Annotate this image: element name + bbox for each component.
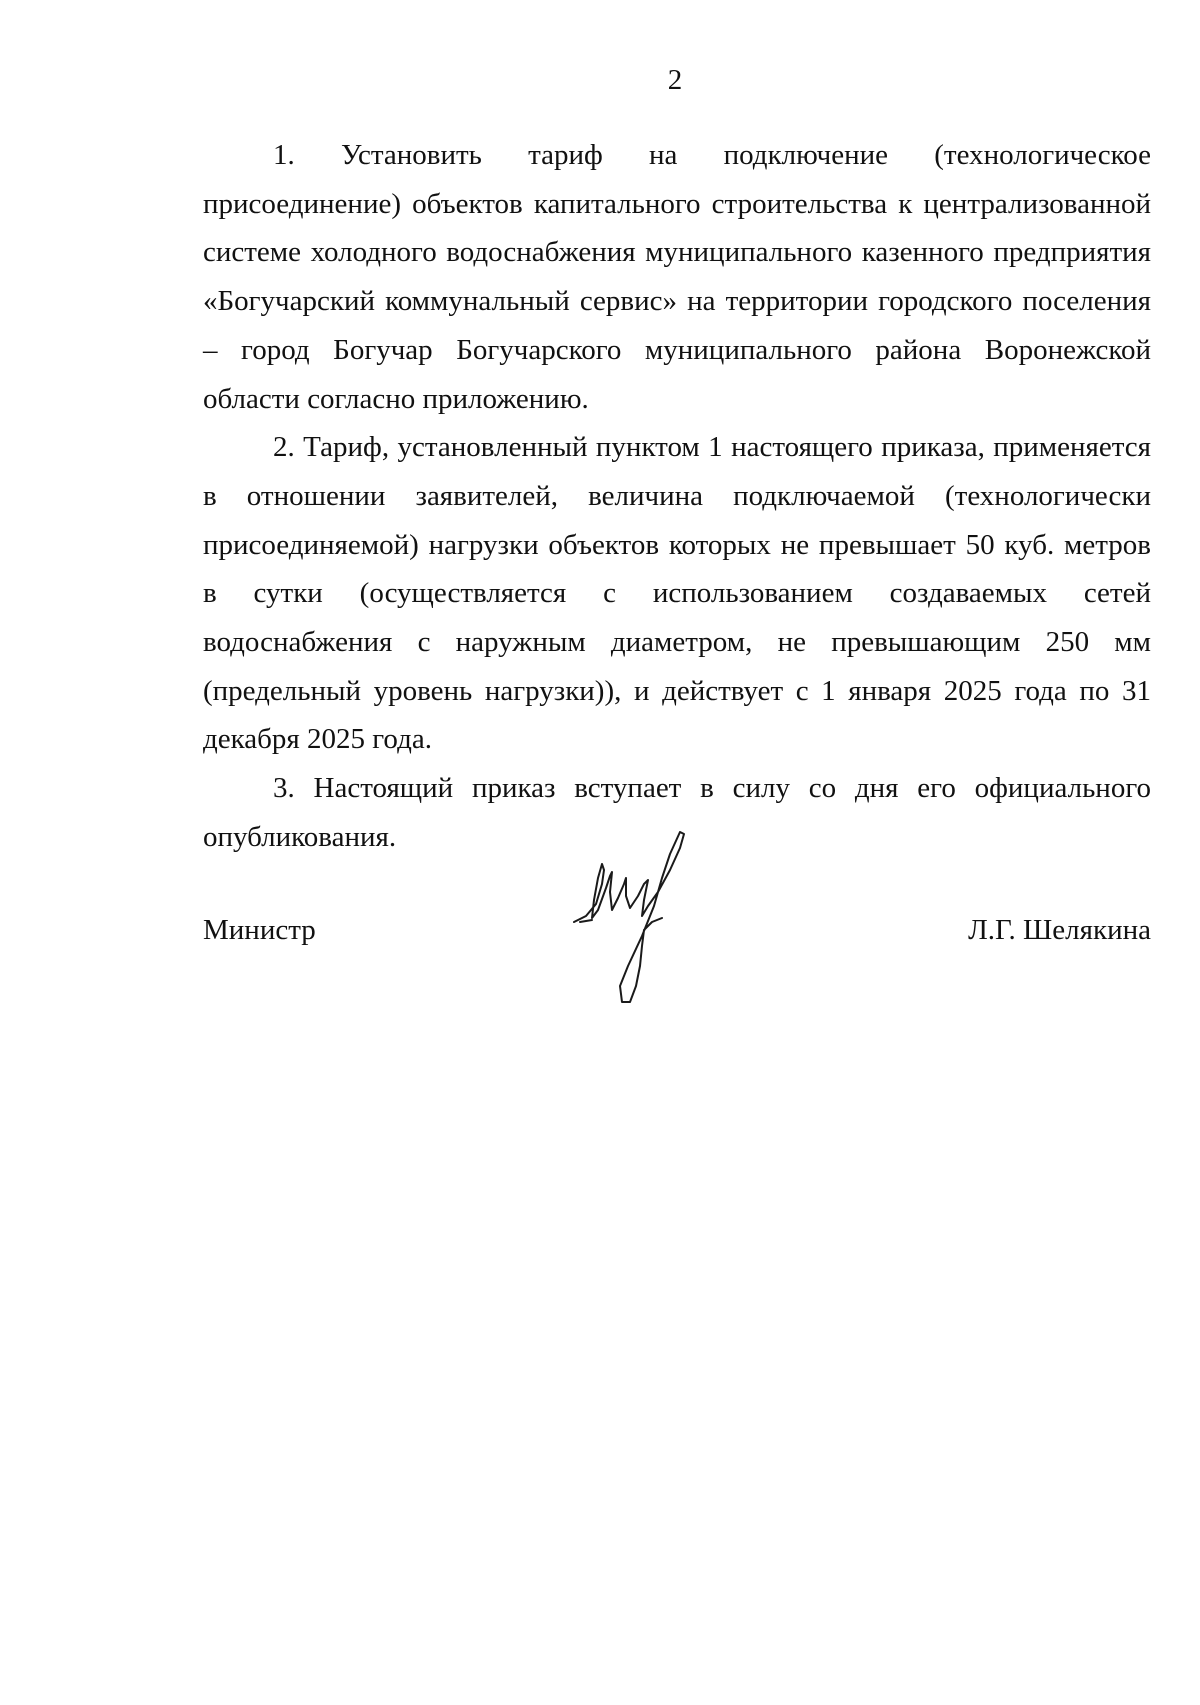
page-number: 2 [667, 64, 683, 96]
signatory-name: Л.Г. Шелякина [968, 914, 1151, 946]
paragraph-3: 3. Настоящий приказ вступает в силу со дня его официального опубликования. [203, 772, 1151, 853]
paragraph-2: 2. Тариф, установленный пунктом 1 настоящего приказа, применяется в отношении заявителей, величина подключаемой (технологически присоединяемой) нагрузки объектов которых не превышает 50 куб. метров в сутки (осуществляется с использованием создаваемых сетей водоснабжения с наружным диаметром, не превышающим 250 мм (предельный уровень нагрузки)), и действует с 1 января 2025 года по 31 декабря 2025 года. [203, 431, 1151, 756]
paragraph-1: 1. Установить тариф на подключение (технологическое присоединение) объектов капитального строительства к централизованной системе холодного водоснабжения муниципального казенного предприятия «Богучарский коммунальный сервис» на территории городского поселения – город Богучар Богучарского муниципального района Воронежской области согласно приложению. [203, 139, 1151, 415]
document-body [203, 131, 1151, 862]
handwritten-signature [572, 826, 702, 1006]
signatory-title: Министр [203, 914, 316, 946]
